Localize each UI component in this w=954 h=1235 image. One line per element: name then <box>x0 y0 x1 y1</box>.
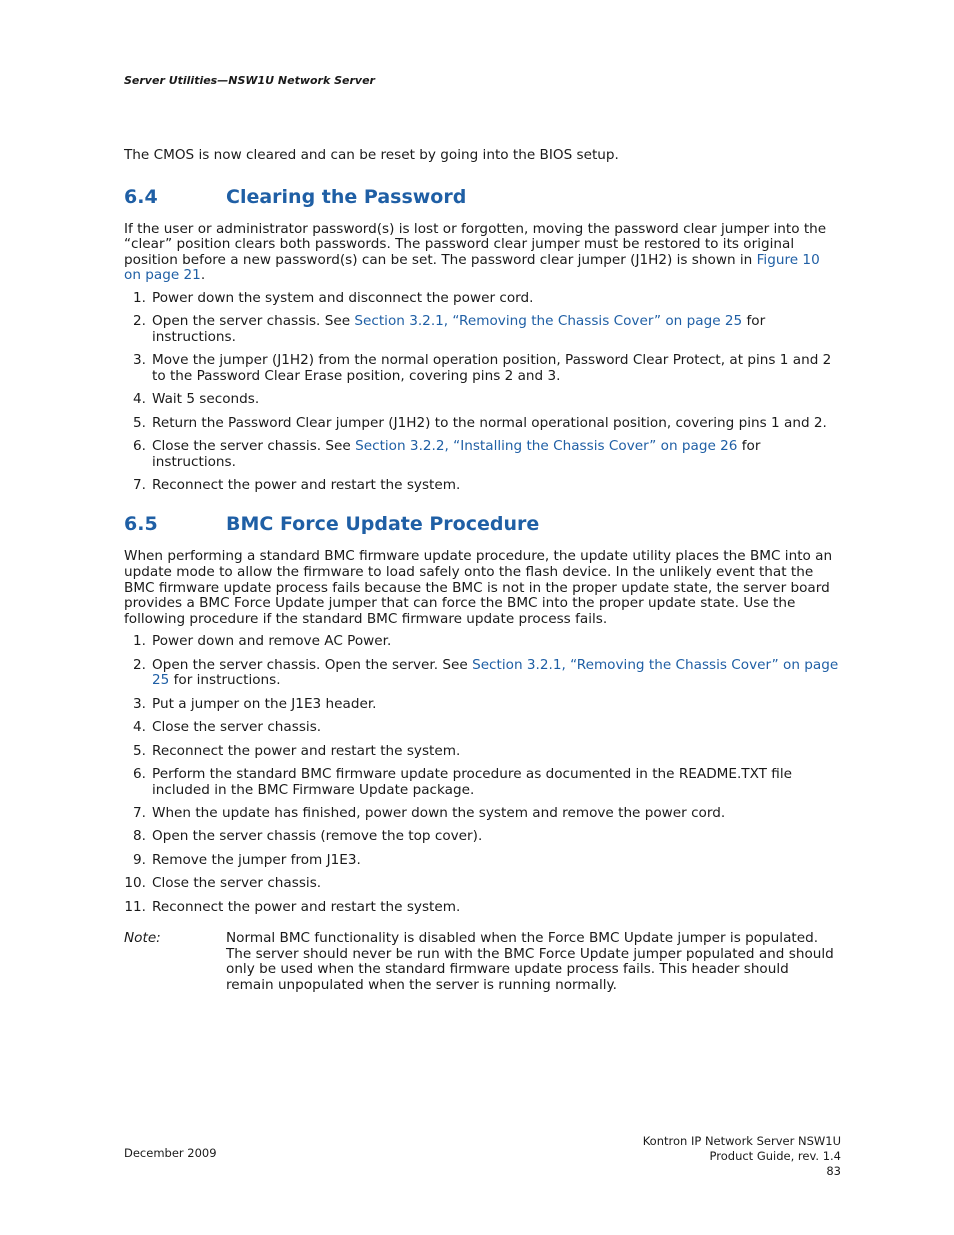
step-text: Return the Password Clear jumper (J1H2) to the normal operational position, covering pins 1 and 2. <box>152 414 827 431</box>
section-title: BMC Force Update Procedure <box>226 513 540 536</box>
page-number: 83 <box>826 1164 841 1178</box>
note-text: Normal BMC functionality is disabled when the Force BMC Update jumper is populated. The server should never be run with the BMC Force Update jumper populated and should only be used when the standard firmware update process fails. This header should remain unpopulated when the server is running normally. <box>226 930 834 993</box>
step-number: 10. <box>124 875 146 892</box>
step-text: When the update has finished, power down the system and remove the power cord. <box>152 804 726 821</box>
step-text: Wait 5 seconds. <box>152 391 260 408</box>
footer-info <box>643 1134 841 1179</box>
step-text-end: for instructions. <box>152 313 766 345</box>
step-number: 2. <box>133 313 146 330</box>
step-number: 4. <box>133 719 146 736</box>
cross-reference-link[interactable]: Section 3.2.1, “Removing the Chassis Cover” on page 25 <box>152 656 839 689</box>
section-heading-6-4 <box>124 186 840 208</box>
figure-link[interactable]: Figure 10 on page 21 <box>124 251 820 284</box>
list-item <box>124 416 840 432</box>
footer-date: December 2009 <box>124 1146 217 1160</box>
list-item <box>124 744 840 760</box>
step-number: 5. <box>133 742 146 759</box>
list-item <box>124 478 840 494</box>
list-item <box>124 392 840 408</box>
step-text: Close the server chassis. <box>152 875 322 892</box>
section-6-4-paragraph <box>124 222 840 284</box>
step-number: 7. <box>133 477 146 494</box>
paragraph-text: If the user or administrator password(s) is lost or forgotten, moving the password clear jumper into the “clear” position clears both passwords. The password clear jumper must be restored to its original position before a new password(s) can be set. The password clear jumper (J1H2) is shown in <box>124 220 827 268</box>
step-text: Open the server chassis (remove the top cover). <box>152 828 483 845</box>
step-number: 5. <box>133 414 146 431</box>
step-text: Close the server chassis. <box>152 719 322 736</box>
step-number: 3. <box>133 352 146 369</box>
step-number: 3. <box>133 695 146 712</box>
step-text: Reconnect the power and restart the system. <box>152 742 461 759</box>
page-content <box>124 148 840 994</box>
note-label: Note: <box>124 930 161 947</box>
step-number: 9. <box>133 851 146 868</box>
section-heading-6-5 <box>124 513 840 535</box>
step-number: 1. <box>133 633 146 650</box>
step-number: 1. <box>133 289 146 306</box>
list-item <box>124 314 840 345</box>
step-text-end: for instructions. <box>169 672 281 689</box>
step-text-end: for instructions. <box>152 438 761 470</box>
note-block <box>124 931 840 993</box>
step-text: Reconnect the power and restart the system. <box>152 898 461 915</box>
footer-product: Kontron IP Network Server NSW1U <box>642 1134 841 1148</box>
running-header: Server Utilities—NSW1U Network Server <box>124 74 375 87</box>
step-text: Open the server chassis. Open the server. See <box>152 656 473 673</box>
step-text: Reconnect the power and restart the system. <box>152 477 461 494</box>
step-number: 6. <box>133 438 146 455</box>
section-number: 6.4 <box>124 185 158 208</box>
intro-paragraph: The CMOS is now cleared and can be reset by going into the BIOS setup. <box>124 147 619 163</box>
list-item <box>124 439 840 470</box>
step-text: Put a jumper on the J1E3 header. <box>152 695 377 712</box>
list-item <box>124 658 840 689</box>
list-item <box>124 767 840 798</box>
list-item <box>124 806 840 822</box>
step-text: Remove the jumper from J1E3. <box>152 851 361 868</box>
cross-reference-link[interactable]: Section 3.2.1, “Removing the Chassis Cover” on page 25 <box>354 313 743 330</box>
step-text: Move the jumper (J1H2) from the normal operation position, Password Clear Protect, at pins 1 and 2 to the Password Clear Erase position, covering pins 2 and 3. <box>152 352 832 384</box>
section-6-5-paragraph: When performing a standard BMC firmware update procedure, the update utility places the BMC into an update mode to allow the firmware to load safely onto the flash device. In the unlikely event that the BMC firmware update process fails because the BMC is not in the proper update state, the server board provides a BMC Force Update jumper that can force the BMC into the proper update state. Use the following procedure if the standard BMC firmware update process fails. <box>124 548 833 627</box>
cross-reference-link[interactable]: Section 3.2.2, “Installing the Chassis Cover” on page 26 <box>355 438 738 455</box>
step-text: Perform the standard BMC firmware update procedure as documented in the README.TXT file included in the BMC Firmware Update package. <box>152 766 793 798</box>
bmc-steps-list <box>124 634 840 915</box>
step-text: Power down and remove AC Power. <box>152 633 392 650</box>
section-number: 6.5 <box>124 513 158 536</box>
step-number: 4. <box>133 391 146 408</box>
list-item <box>124 720 840 736</box>
step-number: 2. <box>133 656 146 673</box>
paragraph-end: . <box>200 267 206 284</box>
step-number: 11. <box>124 898 146 915</box>
section-title: Clearing the Password <box>226 185 467 208</box>
step-text: Open the server chassis. See <box>152 313 355 330</box>
footer-guide: Product Guide, rev. 1.4 <box>709 1149 841 1163</box>
step-number: 7. <box>133 804 146 821</box>
step-number: 8. <box>133 828 146 845</box>
list-item <box>124 634 840 650</box>
step-text: Power down the system and disconnect the power cord. <box>152 289 534 306</box>
list-item <box>124 291 840 307</box>
list-item <box>124 876 840 892</box>
list-item <box>124 353 840 384</box>
password-steps-list <box>124 291 840 494</box>
list-item <box>124 697 840 713</box>
list-item <box>124 853 840 869</box>
list-item <box>124 900 840 916</box>
list-item <box>124 829 840 845</box>
step-number: 6. <box>133 766 146 782</box>
step-text: Close the server chassis. See <box>152 438 356 455</box>
